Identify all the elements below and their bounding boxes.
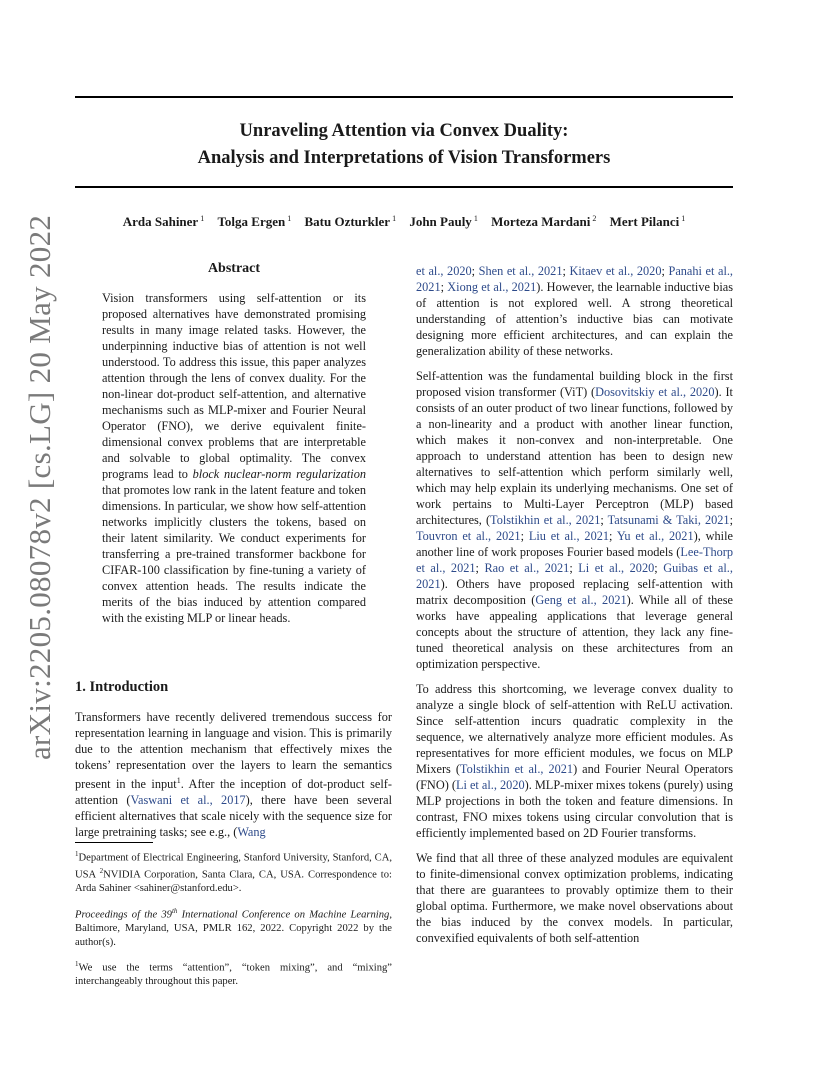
author: Arda Sahiner $^1$ — [122, 214, 205, 230]
author: Morteza Mardani $^2$ — [491, 214, 597, 230]
terminology-footnote: $^1$We use the terms “attention”, “token mixing”, and “mixing” interchangeably throughout this paper. — [75, 960, 392, 988]
citation-link[interactable]: Lee-Thorp et al., 2021 — [416, 545, 733, 575]
citation-link[interactable]: Yu et al., 2021 — [616, 529, 694, 543]
citation-link[interactable]: Rao et al., 2021 — [484, 561, 570, 575]
introduction-paragraph: Transformers have recently delivered tremendous success for representation learning in language and vision. This is primarily due to the attention mechanism that effectively mixes the tokens’ representation over the layers to learn the semantics present in the input$^1$. After the inception of dot-product self-attention (Vaswani et al., 2017), there have been several efficient alternatives that scale nicely with the sequence size for large pretraining tasks; see e.g., (Wang — [75, 710, 392, 840]
author-list — [75, 214, 733, 230]
author: Mert Pilanci $^1$ — [609, 214, 686, 230]
paragraph: et al., 2020; Shen et al., 2021; Kitaev et al., 2020; Panahi et al., 2021; Xiong et al., 2021). However, the learnable inductive bias of attention is not explored well. A strong theoretical understanding of attention’s inductive bias can motivate designing more efficient architectures, and can explain the generalization ability of these networks. — [416, 264, 734, 358]
citation-link[interactable]: Kitaev et al., 2020 — [569, 264, 662, 278]
citation-link[interactable]: Vaswani et al., 2017 — [130, 793, 246, 808]
title-top-rule — [75, 96, 733, 98]
citation-link[interactable]: Panahi et al., 2021 — [416, 264, 734, 294]
footnote-rule — [75, 842, 153, 843]
section-heading-introduction: 1. Introduction — [75, 679, 169, 695]
footnotes — [75, 848, 392, 989]
proceedings-note: Proceedings of the 39th International Conference on Machine Learning, Baltimore, Maryland, USA, PMLR 162, 2022. Copyright 2022 by the author(s). — [75, 906, 392, 948]
paragraph: To address this shortcoming, we leverage convex duality to analyze a single block of self-attention with ReLU activation. Since self-attention incurs quadratic complexity in the sequence, we alternatively analyze more efficient modules. As representatives for more efficient modules, we focus on MLP Mixers (Tolstikhin et al., 2021) and Fourier Neural Operators (FNO) (Li et al., 2020). MLP-mixer mixes tokens (purely) using MLP projections in both the token and feature dimensions. In contrast, FNO mixes tokens using circular convolution that is efficiently implemented based on 2D Fourier transforms. — [416, 682, 733, 840]
citation-link[interactable]: Geng et al., 2021 — [535, 593, 627, 607]
abstract-body: Vision transformers using self-attention or its proposed alternatives have demonstrated promising results in many image related tasks. However, the underpinning inductive bias of attention is not well understood. To address this issue, this paper analyzes attention through the lens of convex duality. For the non-linear dot-product self-attention, and alternative mechanisms such as MLP-mixer and Fourier Neural Operator (FNO), we derive equivalent finite-dimensional convex problems that are interpretable and solvable to global optimality. The convex programs lead to block nuclear-norm regularization that promotes low rank in the latent feature and token dimensions. In particular, we show how self-attention networks implicitly clusters the tokens, based on their latent similarity. We conduct experiments for transferring a pre-trained transformer backbone for CIFAR-100 classification by fine-tuning a variety of convex attention heads. The results indicate the merits of the bias induced by attention compared with the existing MLP or linear heads. — [102, 291, 366, 625]
citation-link[interactable]: Liu et al., 2021 — [528, 529, 610, 543]
abstract-heading: Abstract — [207, 261, 261, 276]
title-bottom-rule — [75, 186, 733, 188]
citation-link[interactable]: Tolstikhin et al., 2021 — [459, 762, 574, 776]
arxiv-identifier: arXiv:2205.08078v2 [cs.LG] 20 May 2022 — [22, 214, 57, 760]
citation-link[interactable]: Dosovitskiy et al., 2020 — [595, 385, 715, 399]
citation-link[interactable]: Tolstikhin et al., 2021 — [490, 513, 601, 527]
author: Batu Ozturkler $^1$ — [304, 214, 397, 230]
citation-link[interactable]: Wang — [237, 825, 266, 840]
citation-link[interactable]: Guibas et al., 2021 — [416, 561, 733, 591]
citation-link[interactable]: Shen et al., 2021 — [478, 264, 563, 278]
citation-link[interactable]: Li et al., 2020 — [455, 778, 525, 792]
paragraph: Self-attention was the fundamental building block in the first proposed vision transformer (ViT) (Dosovitskiy et al., 2020). It consists of an outer product of two linear functions, followed by a non-linearity and a product with another linear function, which makes it non-convex and non-interpretable. One approach to understand attention has been to design new alternatives to self-attention which perform similarly well, which may help explain its underlying mechanisms. One set of work pertains to Multi-Layer Perceptron (MLP) based architectures, (Tolstikhin et al., 2021; Tatsunami & Taki, 2021; Touvron et al., 2021; Liu et al., 2021; Yu et al., 2021), while another line of work proposes Fourier based models (Lee-Thorp et al., 2021; Rao et al., 2021; Li et al., 2020; Guibas et al., 2021). Others have proposed replacing self-attention with matrix decomposition (Geng et al., 2021). While all of these works have appealing applications that leverage general concepts about the structure of attention, they lack any fine-tuned theoretical analysis on these architectures from an optimization perspective. — [416, 369, 733, 671]
title-line-1: Unraveling Attention via Convex Duality: — [239, 121, 569, 141]
paragraph: We find that all three of these analyzed modules are equivalent to finite-dimensional convex optimization problems, indicating that there are guarantees to provably optimize them to their global optima. Furthermore, we make novel observations about the bias induced by the convex models. In particular, convexified equivalents of both self-attention — [416, 851, 733, 945]
citation-link[interactable]: Li et al., 2020 — [578, 561, 655, 575]
right-column — [416, 263, 733, 946]
affiliation-footnote: $^1$Department of Electrical Engineering, Stanford University, Stanford, CA, USA $^2$NVIDIA Corporation, Santa Clara, CA, USA. Correspondence to: Arda Sahiner <sahiner@stanford.edu>. — [75, 850, 392, 895]
citation-link[interactable]: et al., 2020 — [416, 264, 472, 278]
citation-link[interactable]: Touvron et al., 2021 — [416, 529, 521, 543]
citation-link[interactable]: Xiong et al., 2021 — [447, 280, 537, 294]
citation-link[interactable]: Tatsunami & Taki, 2021 — [607, 513, 730, 527]
author: Tolga Ergen $^1$ — [217, 214, 292, 230]
paper-title — [75, 118, 733, 172]
author: John Pauly $^1$ — [409, 214, 478, 230]
title-line-2: Analysis and Interpretations of Vision Transformers — [197, 148, 611, 168]
